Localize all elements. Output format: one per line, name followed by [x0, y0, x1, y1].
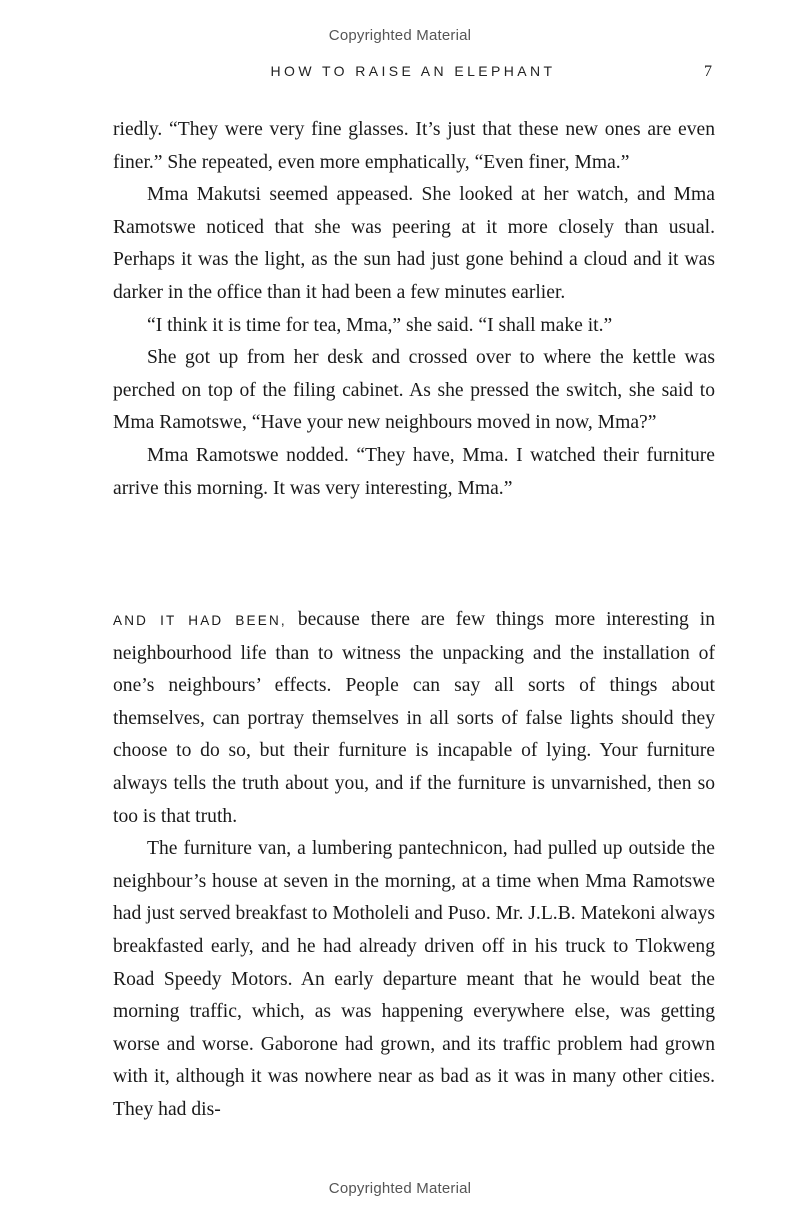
- copyright-watermark-top: Copyrighted Material: [328, 27, 472, 44]
- paragraph: She got up from her desk and crossed over to where the kettle was perched on top of the filing cabinet. As she pressed the switch, she said to Mma Ramotswe, “Have your new neighbours moved in now, Mma?”: [113, 347, 715, 434]
- paragraph: Mma Ramotswe nodded. “They have, Mma. I watched their furniture arrive this morning. It was very interesting, Mma.”: [113, 444, 715, 499]
- paragraph: Mma Makutsi seemed appeased. She looked at her watch, and Mma Ramotswe noticed that she was peering at it more closely than usual. Perhaps it was the light, as the sun had just gone behind a cloud and it was darker in the office than it had been a few minutes earlier.: [113, 184, 715, 303]
- paragraph: riedly. “They were very fine glasses. It’s just that these new ones are even finer.” She repeated, even more emphatically, “Even finer, Mma.”: [113, 119, 715, 173]
- paragraph: “I think it is time for tea, Mma,” she said. “I shall make it.”: [147, 314, 613, 336]
- page-number: 7: [704, 63, 712, 80]
- section-opening-paragraph: [113, 604, 715, 833]
- body-text-top: [113, 114, 715, 505]
- paragraph: The furniture van, a lumbering pantechnicon, had pulled up outside the neighbour’s house at seven in the morning, at a time when Mma Ramotswe had just served breakfast to Motholeli and Puso. Mr. J.L.B. Matekoni always breakfasted early, and he had already driven off in his truck to Tlokweng Road Speedy Motors. An early departure meant that he would beat the morning traffic, which, as was happening everywhere else, was getting worse and worse. Gaborone had grown, and its traffic problem had grown with it, although it was nowhere near as bad as it was in many other cities. They had dis-: [113, 838, 715, 1120]
- section-opening-text: because there are few things more interesting in neighbourhood life than to witness the unpacking and the installation of one’s neighbours’ effects. People can say all sorts of things about themselves, can portray themselves in all sorts of false lights should they choose to do so, but their furniture is incapable of lying. Your furniture always tells the truth about you, and if the furniture is unvarnished, then so too is that truth.: [113, 609, 715, 827]
- copyright-watermark-bottom: Copyrighted Material: [328, 1180, 472, 1197]
- running-header: [0, 63, 800, 83]
- body-text-section: [113, 604, 715, 1127]
- running-title: HOW TO RAISE AN ELEPHANT: [270, 63, 556, 79]
- section-opening-smallcaps: AND IT HAD BEEN,: [113, 613, 287, 628]
